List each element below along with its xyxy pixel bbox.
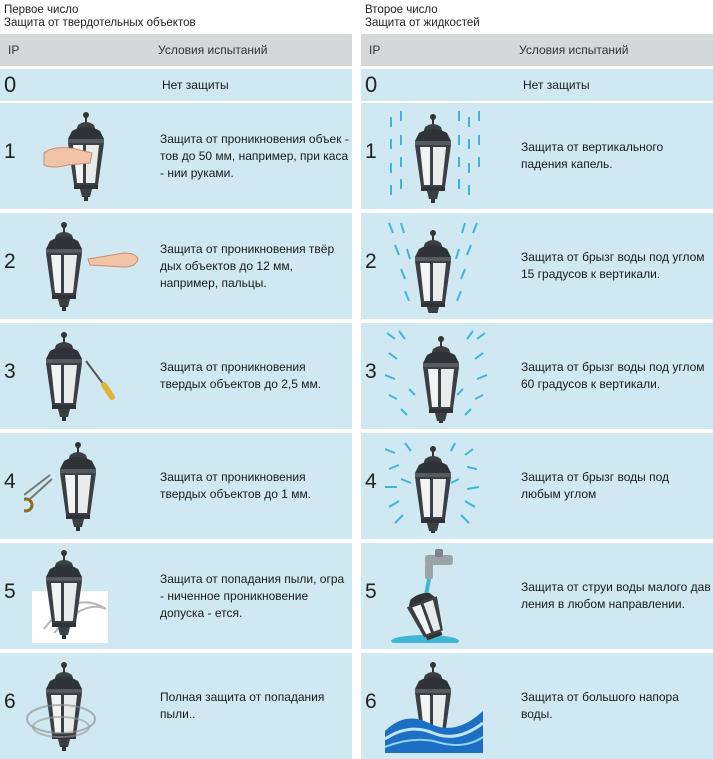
lantern-15-degree-spray-icon <box>385 219 507 313</box>
ip-number: 2 <box>365 250 377 273</box>
header-row <box>361 34 713 66</box>
table-row <box>361 653 713 759</box>
lantern-sandstorm-icon <box>24 659 146 753</box>
liquid-protection-table <box>361 0 713 759</box>
condition-text: Защита от проникновения твердых объектов до 2,5 мм. <box>160 360 322 391</box>
table-row <box>0 433 352 539</box>
lantern-water-jet-icon <box>385 549 507 643</box>
condition-text: Защита от проникновения твердых объектов до 1 мм. <box>160 470 312 501</box>
table-caption: Первое число Защита от твердотельных объектов <box>4 4 196 29</box>
lantern-scissors-icon <box>24 439 146 533</box>
condition-text: Защита от вертикального падения капель. <box>521 140 664 171</box>
header-ip: IP <box>369 43 381 57</box>
condition-text: Защита от проникновения объек - тов до 50 мм, например, при каса - нии руками. <box>160 131 349 180</box>
table-caption: Второе число Защита от жидкостей <box>365 4 480 29</box>
condition-text: Нет защиты <box>523 78 590 92</box>
condition-text: Защита от проникновения твёр дых объектов до 12 мм, например, пальцы. <box>160 241 335 290</box>
table-row <box>0 543 352 649</box>
lantern-60-degree-spray-icon <box>385 329 507 423</box>
table-row <box>361 69 713 101</box>
header-conditions: Условия испытаний <box>519 43 629 57</box>
table-row <box>361 433 713 539</box>
lantern-finger-icon <box>24 219 146 313</box>
table-row <box>361 543 713 649</box>
table-row <box>0 103 352 209</box>
table-row <box>361 213 713 319</box>
condition-text: Защита от струи воды малого дав ления в любом направлении. <box>521 580 711 611</box>
header-ip: IP <box>8 43 20 57</box>
table-row <box>0 213 352 319</box>
ip-number: 4 <box>4 470 16 493</box>
condition-text: Защита от большого напора воды. <box>521 690 679 721</box>
table-row <box>0 69 352 101</box>
condition-text: Защита от попадания пыли, огра - ниченное проникновение допуска - ется. <box>160 571 345 620</box>
condition-text: Защита от брызг воды под углом 60 градусов к вертикали. <box>521 360 705 391</box>
ip-number: 3 <box>365 360 377 383</box>
table-row <box>0 323 352 429</box>
table-row <box>0 653 352 759</box>
condition-text: Защита от брызг воды под углом 15 градусов к вертикали. <box>521 250 705 281</box>
table-row <box>361 323 713 429</box>
lantern-hand-icon <box>24 109 146 203</box>
ip-number: 0 <box>4 72 17 97</box>
ip-number: 6 <box>4 690 16 713</box>
solid-protection-table <box>0 0 352 759</box>
table-row <box>361 103 713 209</box>
condition-text: Защита от брызг воды под любым углом <box>521 470 670 501</box>
ip-number: 5 <box>4 580 16 603</box>
ip-number: 4 <box>365 470 377 493</box>
ip-number: 3 <box>4 360 16 383</box>
ip-number: 2 <box>4 250 16 273</box>
condition-text: Нет защиты <box>162 78 229 92</box>
ip-number: 1 <box>365 140 377 163</box>
lantern-wave-icon <box>385 659 507 753</box>
ip-number: 0 <box>365 72 378 97</box>
lantern-dust-icon <box>24 549 146 643</box>
condition-text: Полная защита от попадания пыли.. <box>160 690 325 721</box>
lantern-screwdriver-icon <box>24 329 146 423</box>
lantern-any-angle-spray-icon <box>385 439 507 533</box>
header-row <box>0 34 352 66</box>
header-conditions: Условия испытаний <box>158 43 268 57</box>
ip-number: 1 <box>4 140 16 163</box>
ip-number: 6 <box>365 690 377 713</box>
lantern-vertical-drops-icon <box>385 109 507 203</box>
ip-number: 5 <box>365 580 377 603</box>
